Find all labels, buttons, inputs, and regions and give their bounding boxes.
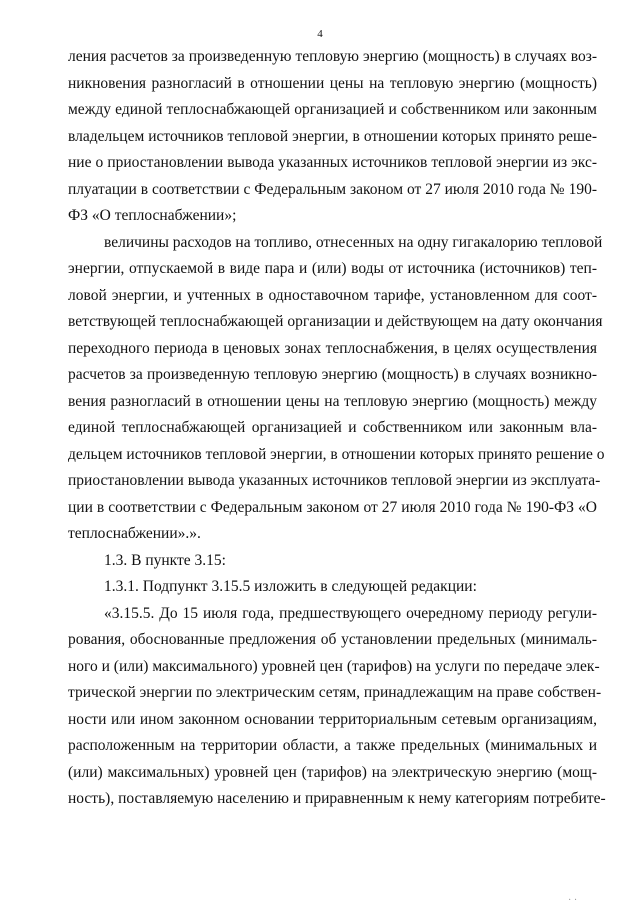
- text-line: величины расходов на топливо, отнесенных на одну гигакалорию тепловой: [104, 233, 603, 251]
- document-body: [68, 44, 606, 813]
- text-line: ции в соответствии с Федеральным законом от 27 июля 2010 года № 190-ФЗ «О: [68, 498, 597, 516]
- text-line: расположенным на территории области, а также предельных (минимальных и: [68, 737, 597, 754]
- text-line: рования, обоснованные предложения об установлении предельных (минималь-: [68, 631, 597, 648]
- text-line: «3.15.5. До 15 июля года, предшествующего очередному периоду регули-: [104, 604, 597, 622]
- paragraph: [68, 548, 597, 575]
- text-line: энергии, отпускаемой в виде пара и (или) воды от источника (источников) теп-: [68, 260, 597, 277]
- text-line: ления расчетов за произведенную тепловую энергию (мощность) в случаях воз-: [68, 48, 597, 65]
- text-line: 1.3.1. Подпункт 3.15.5 изложить в следующей редакции:: [104, 578, 477, 595]
- text-line: единой теплоснабжающей организацией и собственником или законным вла-: [68, 419, 597, 436]
- text-line: никновения разногласий в отношении цены на тепловую энергию (мощность): [68, 74, 597, 92]
- text-line: теплоснабжении».».: [68, 525, 201, 542]
- text-line: дельцем источников тепловой энергии, в отношении которых принято решение о: [68, 445, 605, 463]
- text-line: расчетов за произведенную тепловую энергию (мощность) в случаях возникно-: [68, 366, 597, 383]
- page-number: 4: [317, 28, 323, 40]
- paragraph: [68, 601, 606, 813]
- text-line: ного и (или) максимального) уровней цен (тарифов) на услуги по передаче элек-: [68, 657, 600, 675]
- text-line: ветствующей теплоснабжающей организации и действующем на дату окончания: [68, 313, 603, 330]
- text-line: приостановлении вывода указанных источников тепловой энергии из эксплуата-: [68, 472, 601, 489]
- paragraph: [68, 574, 597, 601]
- text-line: (или) максимальных) уровней цен (тарифов) на электрическую энергию (мощ-: [68, 763, 597, 781]
- paragraph: [68, 230, 605, 548]
- text-line: между единой теплоснабжающей организацией и собственником или законным: [68, 101, 597, 118]
- text-line: ность), поставляемую населению и приравненным к нему категориям потребите-: [68, 790, 606, 807]
- scan-artifact: · ·: [568, 895, 578, 906]
- text-line: 1.3. В пункте 3.15:: [104, 551, 226, 569]
- paragraph: [68, 44, 597, 230]
- text-line: трической энергии по электрическим сетям, принадлежащим на праве собствен-: [68, 684, 602, 701]
- text-line: ФЗ «О теплоснабжении»;: [68, 207, 237, 224]
- text-line: ности или ином законном основании территориальным сетевым организациям,: [68, 710, 597, 728]
- text-line: вения разногласий в отношении цены на тепловую энергию (мощность) между: [68, 392, 597, 410]
- text-line: ние о приостановлении вывода указанных источников тепловой энергии из экс-: [68, 154, 597, 171]
- text-line: переходного периода в ценовых зонах теплоснабжения, в целях осуществления: [68, 339, 597, 357]
- text-line: владельцем источников тепловой энергии, в отношении которых принято реше-: [68, 127, 597, 145]
- text-line: ловой энергии, и учтенных в одноставочном тарифе, установленном для соот-: [68, 286, 597, 304]
- text-line: плуатации в соответствии с Федеральным законом от 27 июля 2010 года № 190-: [68, 180, 597, 198]
